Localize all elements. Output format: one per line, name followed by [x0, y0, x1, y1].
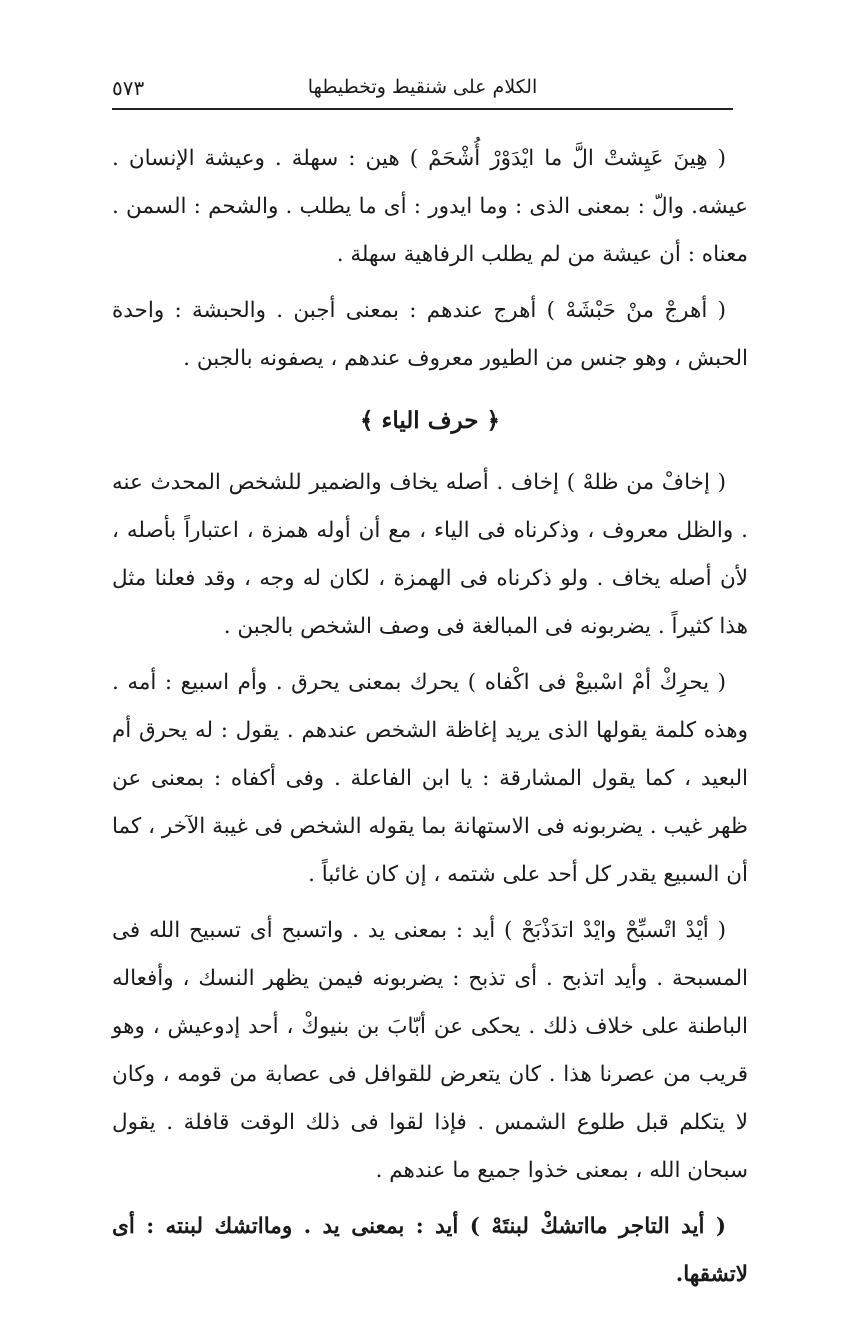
entry-paragraph: ( إخافْ من ظلهْ ) إخاف . أصله يخاف والضمير للشخص المحدث عنه . والظل معروف ، وذكرناه فى الياء ، مع أن أوله همزة ، اعتباراً بأصله ، لأن أصله يخاف . ولو ذكرناه فى الهمزة ، لكان له وجه ، وقد فعلنا مثل هذا كثيراً . يضربونه فى المبالغة فى وصف الشخص بالجبن .	[112, 470, 748, 639]
entry-paragraph: ( أهرجْ منْ حَبْشَهْ ) أهرج عندهم : بمعنى أجبن . والحبشة : واحدة الحبش ، وهو جنس من الطيور معروف عندهم ، يصفونه بالجبن .	[112, 298, 748, 371]
entry-paragraph: ( يحرِكْ أمْ اسْبيعْ فى اكْفاه ) يحرك بمعنى يحرق . وأم اسبيع : أمه . وهذه كلمة يقولها الذى يريد إغاظة الشخص عندهم . يقول : له يحرق أم البعيد ، كما يقول المشارقة : يا ابن الفاعلة . وفى أكفاه : بمعنى عن ظهر غيب . يضربونه فى الاستهانة بما يقوله الشخص فى غيبة الآخر ، كما أن السبيع يقدر كل أحد على شتمه ، إن كان غائباً .	[112, 670, 748, 887]
page-body	[112, 135, 748, 1307]
section-heading: ﴿ حرف الياء ﴾	[360, 407, 500, 434]
entry-paragraph: ( أيْدْ اتْسبِّحْ وايْدْ اتدَذْبَحْ ) أيد : بمعنى يد . واتسبح أى تسبيح الله فى المسبحة . وأيد اتذبح . أى تذبح : يضربونه فيمن يظهر النسك ، وأفعاله الباطنة على خلاف ذلك . يحكى عن أبّابَ بن بنيوكْ ، أحد إدوعيش ، وهو قريب من عصرنا هذا . كان يتعرض للقوافل فى عصابة من قومه ، وكان لا يتكلم قبل طلوع الشمس . فإذا لقوا فى ذلك الوقت قافلة . يقول سبحان الله ، بمعنى خذوا جميع ما عندهم .	[112, 918, 748, 1183]
header-rule	[112, 108, 733, 110]
running-title: الكلام على شنقيط وتخطيطها	[307, 76, 538, 98]
page-header	[112, 70, 733, 110]
page-number: ٥٧٣	[112, 76, 145, 100]
entry-paragraph: ( هِينَ عَيِشتْ الَّ ما ايْدَوْرْ أُشْحَمْ ) هين : سهلة . وعيشة الإنسان . عيشه. والّ : بمعنى الذى : وما ايدور : أى ما يطلب . والشحم : السمن . معناه : أن عيشة من لم يطلب الرفاهية سهلة .	[112, 146, 748, 267]
entry-paragraph: ( أيد التاجر مااتشكْ لبنتَهْ ) أيد : بمعنى يد . ومااتشك لبنته : أى لاتشقها.	[112, 1214, 748, 1287]
